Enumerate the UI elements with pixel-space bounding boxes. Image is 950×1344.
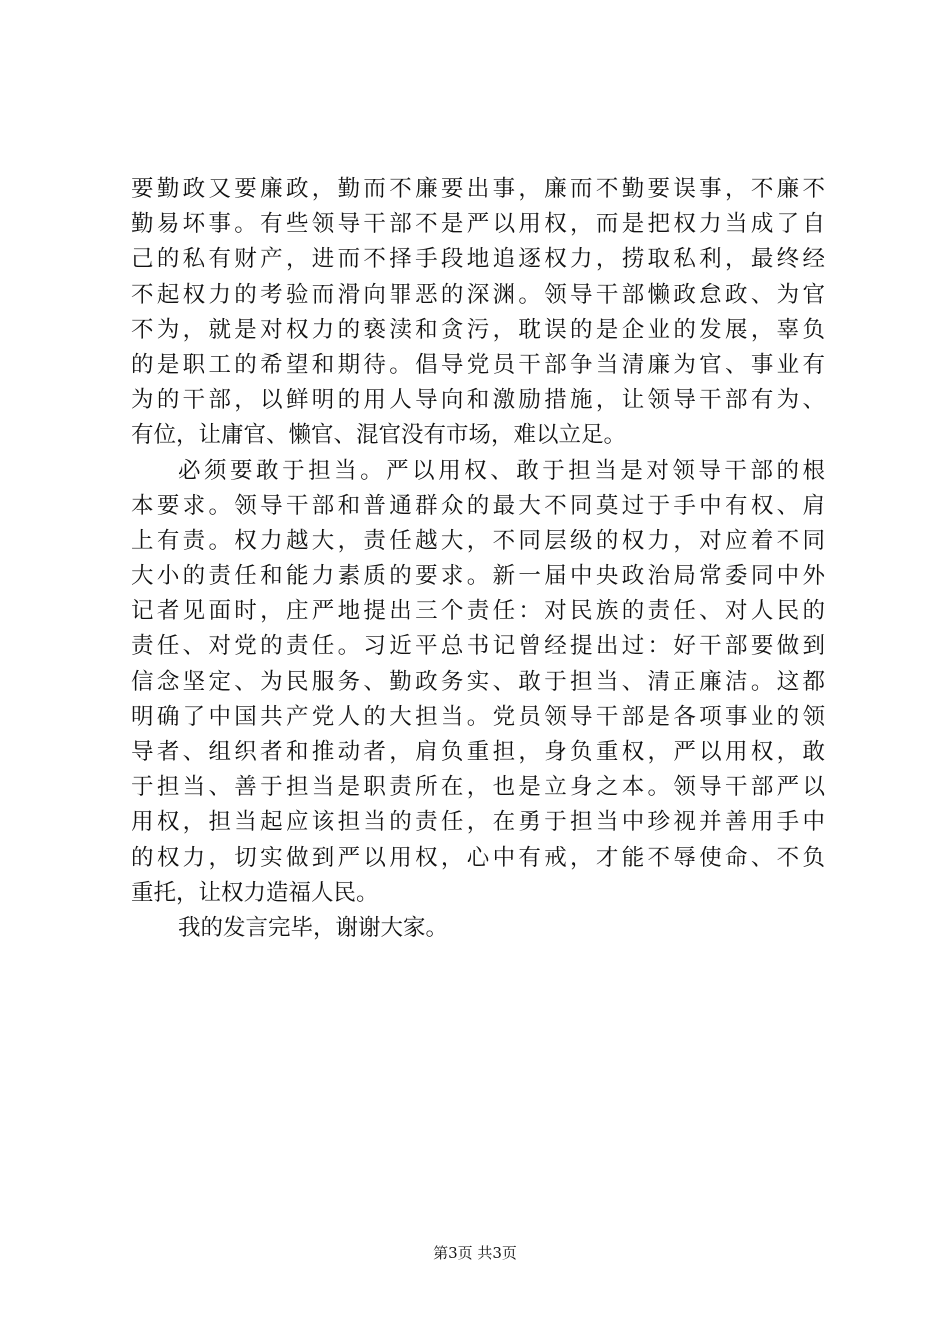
text-line: 有位，让庸官、懒官、混官没有市场，难以立足。 bbox=[131, 422, 627, 449]
text-line: 不为，就是对权力的亵渎和贪污，耽误的是企业的发展，辜负 bbox=[131, 316, 825, 343]
text-line: 为的干部，以鲜明的用人导向和激励措施，让领导干部有为、 bbox=[131, 387, 825, 414]
page-footer: 第3页 共3页 bbox=[433, 1244, 517, 1262]
text-line: 记者见面时，庄严地提出三个责任：对民族的责任、对人民的 bbox=[131, 598, 825, 625]
text-line: 用权，担当起应该担当的责任，在勇于担当中珍视并善用手中 bbox=[131, 809, 825, 836]
text-line: 的是职工的希望和期待。倡导党员干部争当清廉为官、事业有 bbox=[131, 351, 825, 378]
text-line: 不起权力的考验而滑向罪恶的深渊。领导干部懒政怠政、为官 bbox=[131, 281, 825, 308]
text-line: 重托，让权力造福人民。 bbox=[131, 879, 379, 906]
text-line: 本要求。领导干部和普通群众的最大不同莫过于手中有权、肩 bbox=[131, 492, 825, 519]
text-line: 上有责。权力越大，责任越大，不同层级的权力，对应着不同 bbox=[131, 527, 825, 554]
text-line: 大小的责任和能力素质的要求。新一届中央政治局常委同中外 bbox=[131, 563, 825, 590]
document-body bbox=[131, 172, 825, 946]
paragraph bbox=[131, 911, 825, 946]
paragraph bbox=[131, 172, 825, 454]
text-line: 必须要敢于担当。严以用权、敢于担当是对领导干部的根 bbox=[178, 457, 825, 484]
text-line: 勤易坏事。有些领导干部不是严以用权，而是把权力当成了自 bbox=[131, 211, 825, 238]
text-line: 我的发言完毕，谢谢大家。 bbox=[178, 914, 449, 941]
text-line: 要勤政又要廉政，勤而不廉要出事，廉而不勤要误事，不廉不 bbox=[131, 176, 825, 202]
text-line: 责任、对党的责任。习近平总书记曾经提出过：好干部要做到 bbox=[131, 633, 825, 660]
paragraph bbox=[131, 454, 825, 911]
text-line: 导者、组织者和推动者，肩负重担，身负重权，严以用权，敢 bbox=[131, 739, 825, 765]
text-line: 信念坚定、为民服务、勤政务实、敢于担当、清正廉洁。这都 bbox=[131, 668, 825, 695]
text-line: 明确了中国共产党人的大担当。党员领导干部是各项事业的领 bbox=[131, 703, 825, 730]
text-line: 于担当、善于担当是职责所在，也是立身之本。领导干部严以 bbox=[131, 774, 825, 801]
text-line: 的权力，切实做到严以用权，心中有戒，才能不辱使命、不负 bbox=[131, 844, 825, 871]
text-line: 己的私有财产，进而不择手段地追逐权力，捞取私利，最终经 bbox=[131, 246, 825, 273]
